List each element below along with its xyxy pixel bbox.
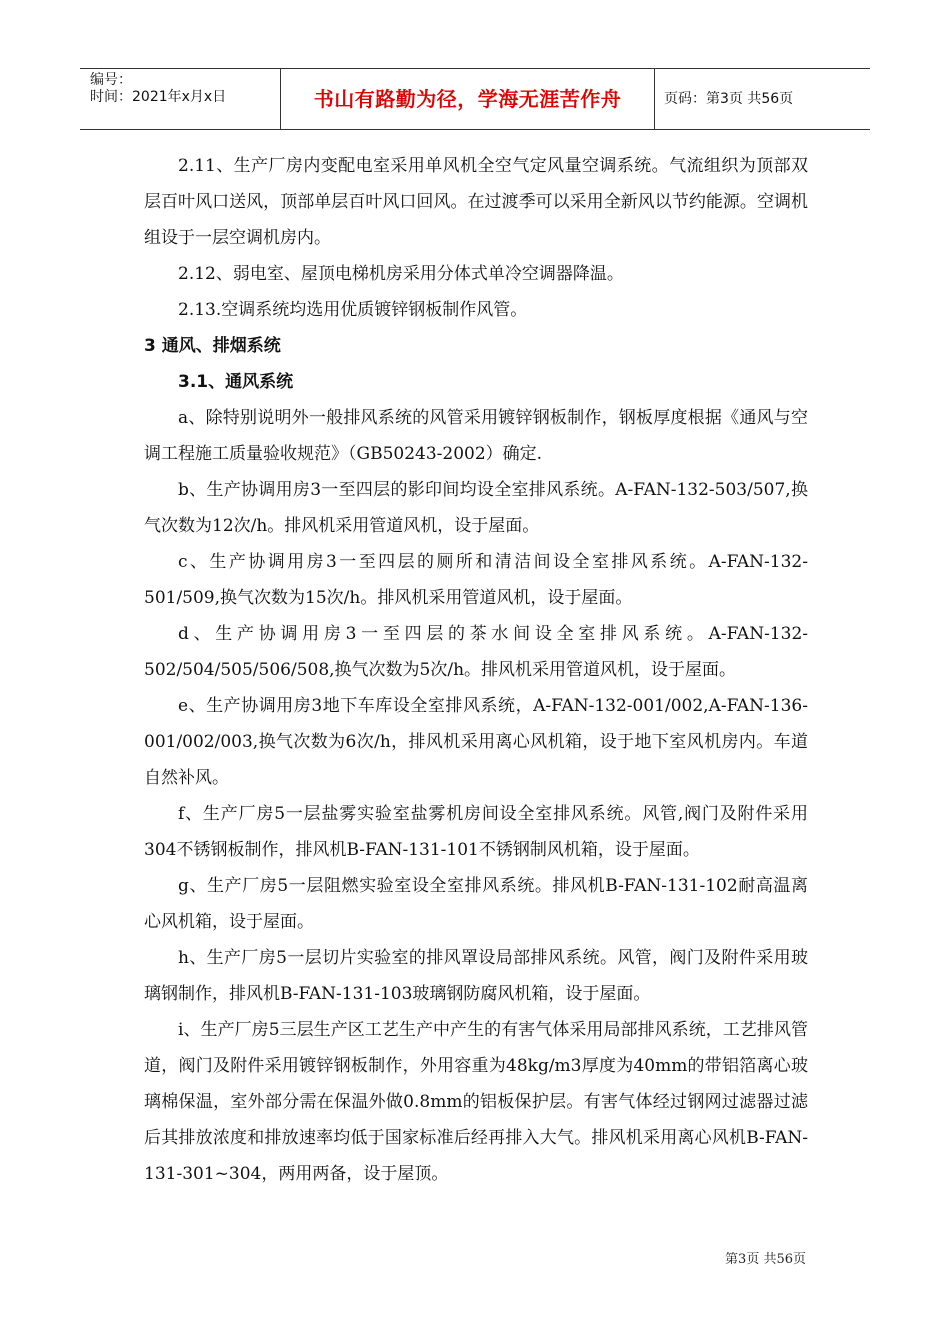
paragraph-2-12: 2.12、弱电室、屋顶电梯机房采用分体式单冷空调器降温。 — [178, 264, 624, 284]
page-footer: 第3页 共56页 — [725, 1252, 806, 1267]
paragraph-b: b、生产协调用房3一至四层的影印间均设全室排风系统。A-FAN-132-503/507,换气次数为12次/h。排风机采用管道风机，设于屋面。 — [144, 480, 808, 536]
paragraph-f: f、生产厂房5一层盐雾实验室盐雾机房间设全室排风系统。风管,阀门及附件采用304不锈钢板制作，排风机B-FAN-131-101不锈钢制风机箱，设于屋面。 — [144, 804, 808, 860]
paragraph-h: h、生产厂房5一层切片实验室的排风罩设局部排风系统。风管，阀门及附件采用玻璃钢制作，排风机B-FAN-131-103玻璃钢防腐风机箱，设于屋面。 — [144, 948, 808, 1004]
section-heading-3: 3 通风、排烟系统 — [144, 336, 281, 356]
document-body — [144, 148, 808, 1192]
paragraph-a: a、除特别说明外一般排风系统的风管采用镀锌钢板制作，钢板厚度根据《通风与空调工程施工质量验收规范》（GB50243-2002）确定. — [144, 408, 808, 464]
paragraph-c: c、生产协调用房3一至四层的厕所和清洁间设全室排风系统。A-FAN-132-501/509,换气次数为15次/h。排风机采用管道风机，设于屋面。 — [144, 552, 808, 608]
header-meta-cell — [80, 69, 281, 129]
time-label: 时间：2021年x月x日 — [90, 89, 227, 105]
paragraph-2-11: 2.11、生产厂房内变配电室采用单风机全空气定风量空调系统。气流组织为顶部双层百叶风口送风，顶部单层百叶风口回风。在过渡季可以采用全新风以节约能源。空调机组设于一层空调机房内。 — [144, 156, 808, 248]
page-header — [80, 68, 870, 130]
paragraph-i: i、生产厂房5三层生产区工艺生产中产生的有害气体采用局部排风系统，工艺排风管道，阀门及附件采用镀锌钢板制作，外用容重为48kg/m3厚度为40mm的带铝箔离心玻璃棉保温，室外部分需在保温外做0.8mm的铝板保护层。有害气体经过钢网过滤器过滤后其排放浓度和排放速率均低于国家标准后经再排入大气。排风机采用离心风机B-FAN-131-301~304，两用两备，设于屋顶。 — [144, 1020, 808, 1184]
paragraph-g: g、生产厂房5一层阻燃实验室设全室排风系统。排风机B-FAN-131-102耐高温离心风机箱，设于屋面。 — [144, 876, 808, 932]
number-label: 编号： — [90, 72, 132, 88]
header-motto: 书山有路勤为径，学海无涯苦作舟 — [281, 69, 655, 129]
paragraph-e: e、生产协调用房3地下车库设全室排风系统，A-FAN-132-001/002,A-FAN-136-001/002/003,换气次数为6次/h，排风机采用离心风机箱，设于地下室风机房内。车道自然补风。 — [144, 696, 808, 788]
paragraph-2-13: 2.13.空调系统均选用优质镀锌钢板制作风管。 — [178, 300, 528, 320]
section-heading-3-1: 3.1、通风系统 — [178, 372, 294, 392]
paragraph-d: d、生产协调用房3一至四层的茶水间设全室排风系统。A-FAN-132-502/504/505/506/508,换气次数为5次/h。排风机采用管道风机，设于屋面。 — [144, 624, 808, 680]
header-page-number: 页码：第3页 共56页 — [664, 91, 794, 107]
